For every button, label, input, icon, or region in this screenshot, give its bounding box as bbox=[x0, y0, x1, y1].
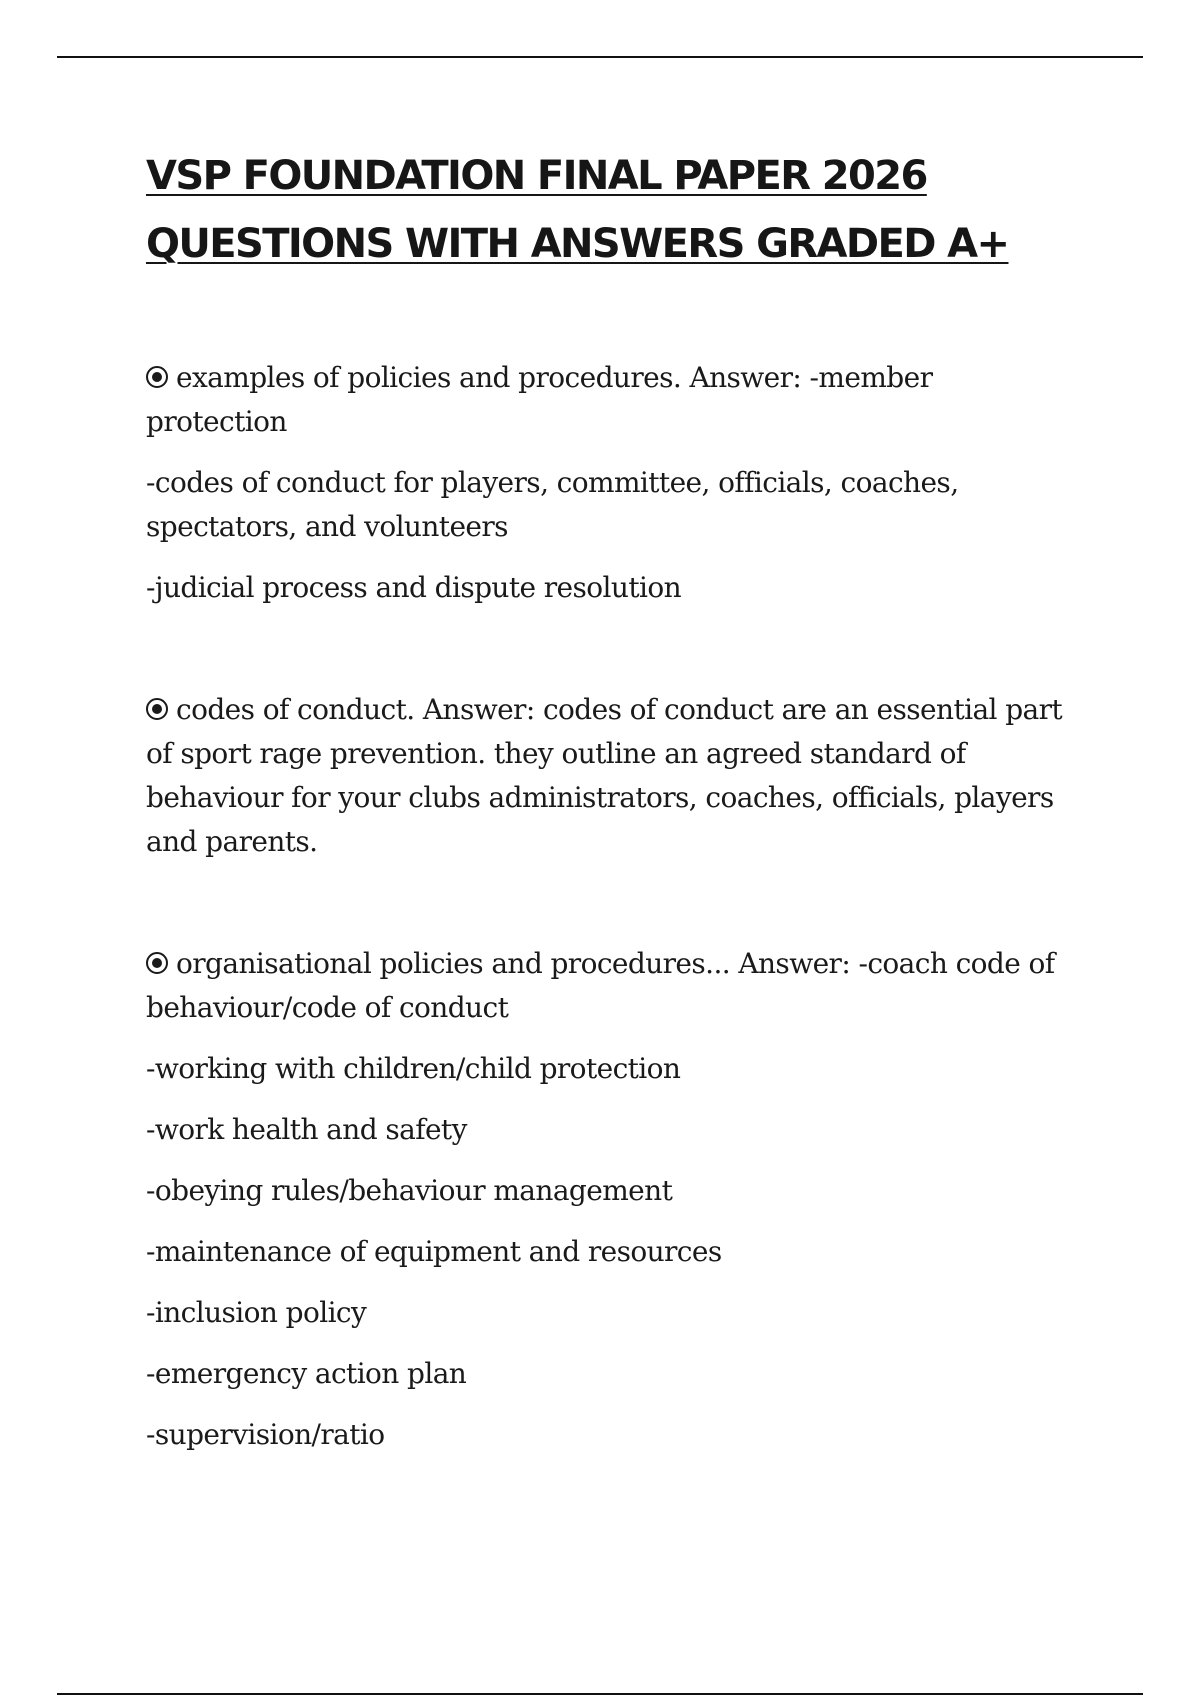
question-block-3 bbox=[146, 942, 1076, 1457]
question-text bbox=[146, 942, 1076, 1030]
document-title bbox=[146, 142, 1076, 278]
question-2-text: codes of conduct. Answer: codes of conduct are an essential part of sport rage prevention. they outline an agreed standard of behaviour for your clubs administrators, coaches, officials, players and parents. bbox=[146, 693, 1063, 858]
answer-line: -working with children/child protection bbox=[146, 1052, 681, 1085]
document-body bbox=[146, 142, 1076, 1457]
answer-line: -work health and safety bbox=[146, 1113, 467, 1146]
answer-line: -judicial process and dispute resolution bbox=[146, 571, 682, 604]
question-text bbox=[146, 688, 1076, 864]
title-line-1: VSP FOUNDATION FINAL PAPER 2026 bbox=[146, 153, 927, 199]
question-1-text: examples of policies and procedures. Answer: -member protection bbox=[146, 361, 933, 438]
answer-line: -emergency action plan bbox=[146, 1357, 467, 1390]
radio-bullet-icon bbox=[146, 366, 168, 388]
title-line-2: QUESTIONS WITH ANSWERS GRADED A+ bbox=[146, 221, 1009, 267]
answer-line: -codes of conduct for players, committee, officials, coaches, spectators, and volunteers bbox=[146, 466, 959, 543]
answer-line: -inclusion policy bbox=[146, 1296, 367, 1329]
answer-line: -obeying rules/behaviour management bbox=[146, 1174, 673, 1207]
question-block-2 bbox=[146, 688, 1076, 864]
question-text bbox=[146, 356, 1076, 444]
top-divider bbox=[57, 56, 1143, 58]
bottom-divider bbox=[57, 1693, 1143, 1695]
radio-bullet-icon bbox=[146, 952, 168, 974]
question-block-1 bbox=[146, 356, 1076, 610]
answer-line: -maintenance of equipment and resources bbox=[146, 1235, 722, 1268]
question-3-text: organisational policies and procedures... Answer: -coach code of behaviour/code of conduct bbox=[146, 947, 1055, 1024]
answer-line: -supervision/ratio bbox=[146, 1418, 385, 1451]
radio-bullet-icon bbox=[146, 698, 168, 720]
